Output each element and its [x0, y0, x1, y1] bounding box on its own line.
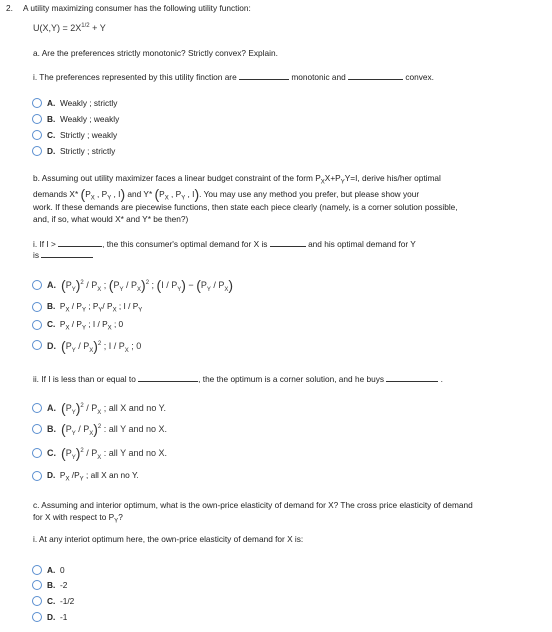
part-a-option-d[interactable]	[47, 147, 115, 157]
option-letter: A.	[47, 403, 56, 413]
option-letter: A.	[47, 565, 56, 575]
part-b2-option-c-radio[interactable]	[32, 448, 42, 458]
option-letter: A.	[47, 98, 56, 108]
part-b-line1-text: b. Assuming out utility maximizer faces a linear budget constraint of the form P	[33, 173, 321, 183]
part-c-line2-text: for X with respect to P	[33, 512, 115, 522]
part-c-line-2: for X with respect to $P_Y$?	[33, 512, 123, 525]
part-b-option-b-radio[interactable]	[32, 302, 42, 312]
option-text: Strictly ; weakly	[59, 130, 118, 140]
utility-function	[33, 23, 106, 33]
part-b2-option-a-radio[interactable]	[32, 403, 42, 413]
part-c-option-a[interactable]	[47, 566, 65, 576]
part-b2-option-b-radio[interactable]	[32, 424, 42, 434]
option-text: : all Y and no X.	[103, 424, 167, 434]
part-b-option-c[interactable]: C. $P_X / P_Y$ ; I / $P_X$ ; 0	[47, 319, 124, 332]
option-text: : all Y and no X.	[103, 448, 167, 458]
part-b-statement-cont	[33, 249, 93, 261]
part-a-option-b-radio[interactable]	[32, 114, 42, 124]
part-b2-stmt-pre: ii. If I is less than or equal to	[33, 374, 136, 384]
part-a-option-a-radio[interactable]	[32, 98, 42, 108]
part-a-stmt-end: convex.	[405, 72, 434, 82]
part-a-option-b[interactable]	[47, 115, 119, 125]
option-text: 0	[59, 565, 65, 575]
option-letter: D.	[47, 470, 56, 480]
part-b-stmt-is: is	[33, 250, 39, 260]
option-text: Weakly ; strictly	[59, 98, 118, 108]
option-letter: B.	[47, 301, 56, 311]
part-a-blank-2[interactable]	[348, 71, 403, 80]
part-b2-option-c[interactable]: C. $(P_Y)^2 / P_X$ : all Y and no X.	[47, 445, 167, 461]
part-b-option-a[interactable]: A. $(P_Y)^2 / P_X$ ; $(P_Y / P_X)^2$ ; $(I / P_Y) - (P_Y / P_X)$	[47, 277, 234, 293]
part-b-stmt-end: and his optimal demand for Y	[308, 239, 416, 249]
part-c-option-d[interactable]	[47, 613, 67, 623]
option-letter: C.	[47, 448, 56, 458]
part-b2-option-a[interactable]: A. $(P_Y)^2 / P_X$ ; all X and no Y.	[47, 400, 166, 416]
part-b-option-b[interactable]: B. $P_X / P_Y$ ; $P_Y/$ $P_X$ ; I / $P_Y$	[47, 301, 143, 314]
utility-lhs: U(X,Y) = 2X	[33, 23, 82, 33]
part-b2-stmt-mid: , the the optimum is a corner solution, and he buys	[198, 374, 385, 384]
question-intro: A utility maximizing consumer has the following utility function:	[23, 3, 251, 13]
utility-exponent: 1/2	[81, 23, 90, 29]
option-text: Weakly ; weakly	[59, 114, 120, 124]
option-letter: A.	[47, 280, 56, 290]
part-b2-option-d[interactable]: D. $P_X$ $/P_Y$ ; all X an no Y.	[47, 470, 139, 483]
part-b-line-3: work. If these demands are piecewise functions, then state each piece clearly (namely, is a corner solution possible,	[33, 202, 458, 212]
option-letter: B.	[47, 424, 56, 434]
option-text: ; all X and no Y.	[103, 403, 166, 413]
part-a-statement	[33, 71, 434, 83]
option-letter: D.	[47, 146, 56, 156]
option-text: ; all X an no Y.	[85, 470, 139, 480]
part-b-option-a-radio[interactable]	[32, 280, 42, 290]
part-c-option-c-radio[interactable]	[32, 596, 42, 606]
part-c-option-b-radio[interactable]	[32, 580, 42, 590]
utility-tail: + Y	[92, 23, 106, 33]
part-b-stmt-pre: i. If I >	[33, 239, 56, 249]
part-b-option-d[interactable]: D. $(P_Y / P_X)^2$ ; I / $P_X$ ; 0	[47, 338, 142, 354]
part-b-line-1: b. Assuming out utility maximizer faces a linear budget constraint of the form $P_XX+P_YY=I$, derive his/her optimal	[33, 173, 441, 186]
option-letter: D.	[47, 612, 56, 622]
part-b-blank-2[interactable]	[270, 238, 306, 247]
part-c-option-d-radio[interactable]	[32, 612, 42, 622]
part-c-option-b[interactable]	[47, 581, 67, 591]
part-b2-statement: ii. If I is less than or equal to , the the optimum is a corner solution, and he buys .	[33, 374, 443, 384]
option-letter: C.	[47, 596, 56, 606]
part-b2-blank-2[interactable]	[386, 373, 438, 382]
part-a-option-c-radio[interactable]	[32, 130, 42, 140]
option-letter: B.	[47, 114, 56, 124]
part-b-line-4: and, if so, what would X* and Y* be then?)	[33, 214, 189, 224]
part-a-prompt: a. Are the preferences strictly monotonic? Strictly convex? Explain.	[33, 48, 278, 58]
part-b-line-2: demands X* ($P_X$ , $P_Y$ , I) and Y* ($P_X$ , $P_Y$ , I). You may use any method you prefer, but please show your	[33, 186, 420, 202]
part-b-blank-1[interactable]	[58, 238, 102, 247]
option-letter: C.	[47, 319, 56, 329]
part-b2-option-b[interactable]: B. $(P_Y / P_X)^2$ : all Y and no X.	[47, 421, 167, 437]
part-a-option-c[interactable]	[47, 131, 117, 141]
question-number: 2.	[6, 3, 13, 13]
option-text: -1/2	[59, 596, 75, 606]
part-c-option-a-radio[interactable]	[32, 565, 42, 575]
part-a-option-d-radio[interactable]	[32, 146, 42, 156]
part-b-option-d-radio[interactable]	[32, 340, 42, 350]
part-a-option-a[interactable]	[47, 99, 117, 109]
part-a-stmt-mid: monotonic and	[291, 72, 346, 82]
option-text: Strictly ; strictly	[59, 146, 116, 156]
part-b-blank-3[interactable]	[41, 249, 93, 258]
part-b-option-c-radio[interactable]	[32, 320, 42, 330]
part-b-stmt-mid: , the this consumer's optimal demand for X is	[102, 239, 268, 249]
option-letter: B.	[47, 580, 56, 590]
part-b2-blank-1[interactable]	[138, 373, 198, 382]
part-a-blank-1[interactable]	[239, 71, 289, 80]
part-a-stmt-pre: i. The preferences represented by this utility finction are	[33, 72, 237, 82]
option-text: -2	[59, 580, 68, 590]
part-c-option-c[interactable]	[47, 597, 74, 607]
part-b-line1-tail: , derive his/her optimal	[357, 173, 441, 183]
part-b-statement	[33, 238, 416, 250]
part-c-statement: i. At any interiot optimum here, the own-price elasticity of demand for X is:	[33, 534, 304, 544]
part-b-line2-tail: . You may use any method you prefer, but please show your	[199, 189, 420, 199]
option-letter: D.	[47, 341, 56, 351]
option-text: -1	[59, 612, 68, 622]
option-letter: C.	[47, 130, 56, 140]
part-b2-option-d-radio[interactable]	[32, 471, 42, 481]
part-c-line-1: c. Assuming and interior optimum, what is the own-price elasticity of demand for X? The cross price elasticity of demand	[33, 500, 473, 510]
